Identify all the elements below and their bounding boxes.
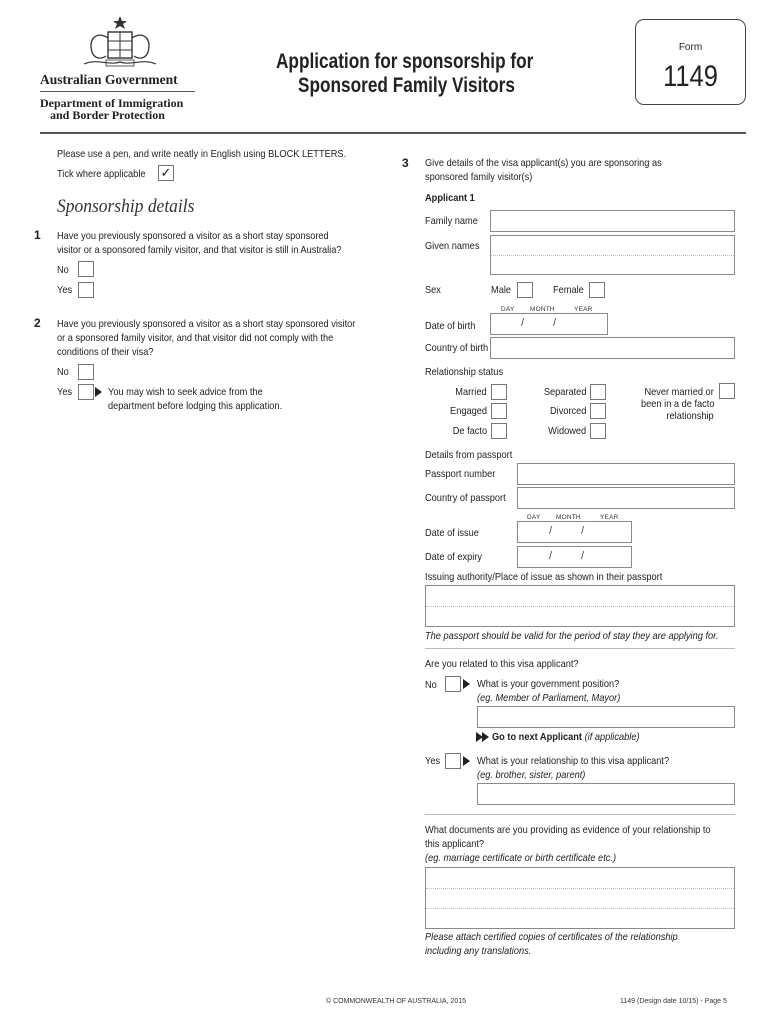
- question-3-text-line2: sponsored family visitor(s): [425, 171, 533, 183]
- form-title-line2: Sponsored Family Visitors: [298, 74, 515, 97]
- form-number-box: [635, 19, 746, 105]
- engaged-checkbox[interactable]: [491, 403, 507, 419]
- male-label: Male: [491, 284, 512, 296]
- date-issue-input[interactable]: [517, 521, 632, 543]
- coat-of-arms-icon: [78, 14, 162, 70]
- question-1-yes-checkbox[interactable]: [78, 282, 94, 298]
- documents-input[interactable]: [425, 867, 735, 929]
- form-number: 1149: [663, 60, 718, 93]
- related-question: Are you related to this visa applicant?: [425, 658, 579, 670]
- question-2-text-line3: conditions of their visa?: [57, 346, 154, 358]
- go-to-next-applicant-bold: Go to next Applicant: [492, 731, 583, 743]
- applicant-heading: Applicant 1: [425, 192, 475, 204]
- footer-design-date: 1149 (Design date 10/15) - Page 5: [620, 998, 727, 1005]
- related-yes-label: Yes: [425, 755, 441, 767]
- documents-divider-1: [426, 888, 734, 889]
- passport-number-input[interactable]: [517, 463, 735, 485]
- divorced-label: Divorced: [549, 405, 586, 417]
- related-no-label: No: [425, 679, 437, 691]
- header-rule: [40, 91, 195, 92]
- question-2-no-label: No: [57, 366, 69, 378]
- documents-question-line2: this applicant?: [425, 838, 485, 850]
- issue-slash-1: /: [549, 525, 553, 537]
- relationship-example: (eg. brother, sister, parent): [477, 769, 586, 781]
- issuing-authority-divider: [426, 606, 734, 607]
- question-1-no-label: No: [57, 264, 69, 276]
- question-2-no-checkbox[interactable]: [78, 364, 94, 380]
- arrow-right-icon: [95, 387, 102, 397]
- issuing-authority-label: Issuing authority/Place of issue as shown in their passport: [425, 571, 663, 583]
- passport-details-label: Details from passport: [425, 449, 513, 461]
- question-2-text-line2: or a sponsored family visitor, and that visitor did not comply with the: [57, 332, 334, 344]
- government-position-question: What is your government position?: [477, 678, 620, 690]
- relationship-question: What is your relationship to this visa applicant?: [477, 755, 670, 767]
- date-issue-label: Date of issue: [425, 527, 479, 539]
- married-label: Married: [455, 386, 487, 398]
- given-names-divider: [491, 255, 734, 256]
- relationship-status-label: Relationship status: [425, 366, 504, 378]
- de-facto-checkbox[interactable]: [491, 423, 507, 439]
- dob-input[interactable]: [490, 313, 608, 335]
- question-1-yes-label: Yes: [57, 284, 73, 296]
- question-1-number: 1: [34, 228, 41, 242]
- form-label: Form: [678, 42, 703, 53]
- engaged-label: Engaged: [449, 405, 487, 417]
- question-3-number: 3: [402, 156, 409, 170]
- given-names-label: Given names: [425, 240, 480, 252]
- question-1-text-line2: visitor or a sponsored family visitor, and that visitor is still in Australia?: [57, 244, 342, 256]
- female-label: Female: [553, 284, 584, 296]
- tick-example-checkbox: [158, 165, 174, 181]
- section-rule-1: [425, 648, 735, 649]
- question-2-advice-line1: You may wish to seek advice from the: [108, 386, 263, 398]
- relationship-input[interactable]: [477, 783, 735, 805]
- dob-label: Date of birth: [425, 320, 476, 332]
- married-checkbox[interactable]: [491, 384, 507, 400]
- sex-label: Sex: [425, 284, 441, 296]
- dob-slash-1: /: [521, 317, 525, 329]
- department-name-line2: and Border Protection: [50, 108, 165, 122]
- dob-year-caption: YEAR: [574, 306, 593, 313]
- section-rule-2: [425, 814, 735, 815]
- male-checkbox[interactable]: [517, 282, 533, 298]
- go-to-next-applicant-note: (if applicable): [584, 731, 640, 743]
- expiry-slash-1: /: [549, 550, 553, 562]
- footer-copyright: © COMMONWEALTH OF AUSTRALIA, 2015: [326, 998, 466, 1005]
- header-divider: [40, 132, 746, 134]
- intro-instructions: Please use a pen, and write neatly in English using BLOCK LETTERS.: [57, 148, 347, 160]
- department-name-line1: Department of Immigration: [40, 96, 184, 110]
- attach-note-line2: including any translations.: [425, 945, 532, 957]
- question-2-text-line1: Have you previously sponsored a visitor as a short stay sponsored visitor: [57, 318, 356, 330]
- never-married-checkbox[interactable]: [719, 383, 735, 399]
- dob-month-caption: MONTH: [530, 306, 555, 313]
- attach-note-line1: Please attach certified copies of certificates of the relationship: [425, 931, 678, 943]
- country-birth-input[interactable]: [490, 337, 735, 359]
- question-2-advice-line2: department before lodging this application.: [108, 400, 283, 412]
- question-3-text-line1: Give details of the visa applicant(s) you are sponsoring as: [425, 157, 662, 169]
- documents-divider-2: [426, 908, 734, 909]
- country-passport-label: Country of passport: [425, 492, 506, 504]
- passport-validity-note: The passport should be valid for the period of stay they are applying for.: [425, 630, 719, 642]
- family-name-label: Family name: [425, 215, 478, 227]
- question-2-yes-label: Yes: [57, 386, 73, 398]
- divorced-checkbox[interactable]: [590, 403, 606, 419]
- given-names-input[interactable]: [490, 235, 735, 275]
- go-to-next-applicant: [492, 731, 640, 743]
- related-no-checkbox[interactable]: [445, 676, 461, 692]
- arrow-right-icon: [463, 756, 470, 766]
- family-name-input[interactable]: [490, 210, 735, 232]
- government-position-input[interactable]: [477, 706, 735, 728]
- female-checkbox[interactable]: [589, 282, 605, 298]
- tick-mark-icon: ✓: [160, 165, 172, 180]
- passport-number-label: Passport number: [425, 468, 496, 480]
- dob-day-caption: DAY: [501, 306, 515, 313]
- dob-slash-2: /: [553, 317, 557, 329]
- form-title-line1: Application for sponsorship for: [276, 50, 534, 73]
- never-married-label-line3: relationship: [666, 410, 714, 422]
- arrow-right-icon: [463, 679, 470, 689]
- widowed-checkbox[interactable]: [590, 423, 606, 439]
- de-facto-label: De facto: [452, 425, 487, 437]
- issue-month-caption: MONTH: [556, 514, 581, 521]
- question-1-text-line1: Have you previously sponsored a visitor as a short stay sponsored: [57, 230, 329, 242]
- separated-checkbox[interactable]: [590, 384, 606, 400]
- expiry-slash-2: /: [581, 550, 585, 562]
- question-2-yes-checkbox[interactable]: [78, 384, 94, 400]
- issuing-authority-input[interactable]: [425, 585, 735, 627]
- section-title: Sponsorship details: [57, 196, 195, 217]
- documents-example: (eg. marriage certificate or birth certificate etc.): [425, 852, 617, 864]
- question-2-number: 2: [34, 316, 41, 330]
- date-expiry-label: Date of expiry: [425, 551, 483, 563]
- never-married-label-line2: been in a de facto: [640, 398, 714, 410]
- issue-slash-2: /: [581, 525, 585, 537]
- related-yes-checkbox[interactable]: [445, 753, 461, 769]
- widowed-label: Widowed: [547, 425, 586, 437]
- country-passport-input[interactable]: [517, 487, 735, 509]
- government-name: Australian Government: [40, 72, 178, 87]
- never-married-label-line1: Never married or: [644, 386, 714, 398]
- country-birth-label: Country of birth: [425, 342, 489, 354]
- double-arrow-icon-2: [482, 732, 489, 742]
- issue-day-caption: DAY: [527, 514, 541, 521]
- government-position-example: (eg. Member of Parliament, Mayor): [477, 692, 621, 704]
- question-1-no-checkbox[interactable]: [78, 261, 94, 277]
- date-expiry-input[interactable]: [517, 546, 632, 568]
- issue-year-caption: YEAR: [600, 514, 619, 521]
- tick-instruction: Tick where applicable: [57, 168, 146, 180]
- documents-question-line1: What documents are you providing as evidence of your relationship to: [425, 824, 711, 836]
- separated-label: Separated: [543, 386, 586, 398]
